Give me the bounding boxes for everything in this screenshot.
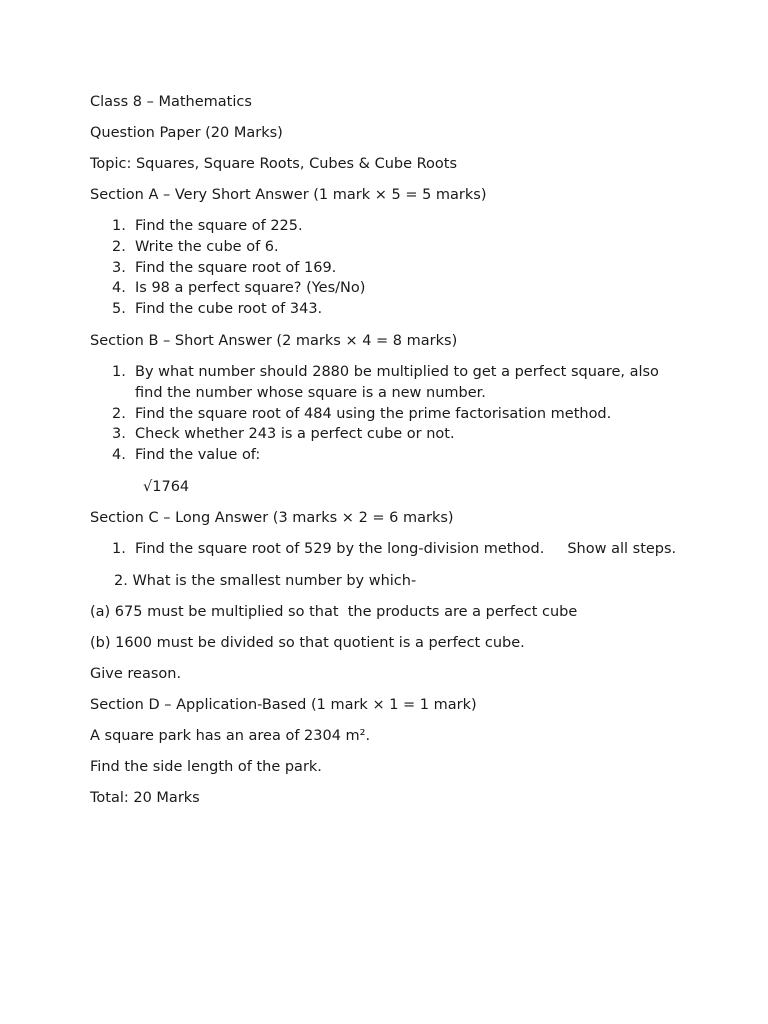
sqrt-expression: √1764	[143, 478, 190, 495]
class-title: Class 8 – Mathematics	[90, 94, 252, 110]
item-text: Find the cube root of 343.	[135, 301, 323, 318]
list-item	[90, 216, 690, 237]
section-d-heading: Section D – Application-Based (1 mark × 1 = 1 mark)	[90, 696, 477, 713]
item-number: 1.	[112, 363, 126, 380]
item-number: 1.	[112, 218, 126, 234]
item-text: Check whether 243 is a perfect cube or not.	[135, 426, 455, 443]
total-marks: Total: 20 Marks	[90, 789, 200, 806]
item-text: Find the square root of 529 by the long-division method. Show all steps.	[135, 540, 677, 557]
item-text: Find the square of 225.	[135, 218, 303, 234]
section-c-heading: Section C – Long Answer (3 marks × 2 = 6 marks)	[90, 509, 454, 526]
item-number: 4.	[112, 447, 126, 464]
section-a-list	[90, 216, 690, 320]
list-item	[90, 424, 690, 445]
list-item	[90, 258, 690, 279]
item-text: Is 98 a perfect square? (Yes/No)	[135, 280, 366, 297]
item-text: Find the value of:	[135, 447, 261, 464]
list-item	[90, 539, 690, 560]
section-b-heading: Section B – Short Answer (2 marks × 4 = 8 marks)	[90, 332, 458, 349]
section-b-list	[90, 362, 690, 466]
item-number: 2.	[112, 405, 126, 422]
part-a: (a) 675 must be multiplied so that the products are a perfect cube	[90, 603, 578, 620]
item-text: Find the square root of 484 using the prime factorisation method.	[135, 405, 612, 422]
item-number: 4.	[112, 280, 126, 297]
item-text: Write the cube of 6.	[135, 238, 279, 255]
list-item	[90, 237, 690, 258]
section-c-list	[90, 539, 690, 560]
section-c-question-2: 2. What is the smallest number by which-	[114, 572, 417, 589]
give-reason: Give reason.	[90, 665, 182, 682]
item-text: Find the square root of 169.	[135, 259, 337, 276]
part-b: (b) 1600 must be divided so that quotient is a perfect cube.	[90, 634, 525, 651]
topic-line: Topic: Squares, Square Roots, Cubes & Cube Roots	[90, 156, 458, 172]
list-item	[90, 299, 690, 320]
list-item	[90, 445, 690, 466]
item-number: 2.	[112, 238, 126, 255]
paper-title: Question Paper (20 Marks)	[90, 125, 283, 141]
section-d-line-1: A square park has an area of 2304 m².	[90, 727, 371, 744]
item-number: 5.	[112, 301, 126, 318]
list-item	[90, 404, 690, 425]
item-text: By what number should 2880 be multiplied to get a perfect square, also find the number whose square is a new number.	[135, 363, 659, 401]
question-paper	[90, 92, 690, 819]
list-item	[90, 278, 690, 299]
section-a-heading: Section A – Very Short Answer (1 mark × 5 = 5 marks)	[90, 187, 487, 203]
list-item	[90, 362, 690, 404]
item-number: 3.	[112, 426, 126, 443]
item-number: 1.	[112, 540, 126, 557]
section-d-line-2: Find the side length of the park.	[90, 758, 322, 775]
item-number: 3.	[112, 259, 126, 276]
